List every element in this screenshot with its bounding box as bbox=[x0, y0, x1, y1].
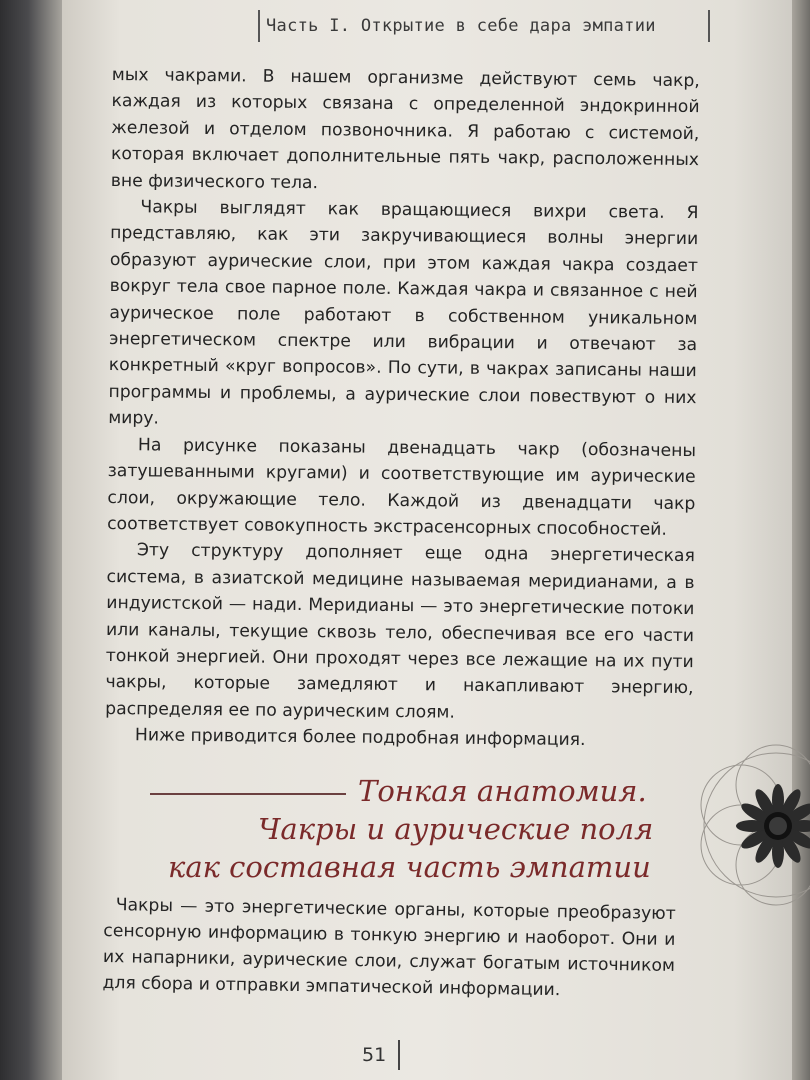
paragraph-2: Чакры выглядят как вращающиеся вихри света. Я представляю, как эти закручивающиеся волны энергии образуют аурические слои, при этом каждая чакра создает вокруг тела свое парное поле. Каждая чакра и связанное с ней аурическое поле работают в собственном уникальном энергетическом спектре или вибрации и отвечают за конкретный «круг вопросов». По сути, в чакрах записаны наши программы и проблемы, а аурические слои повествуют о них миру. bbox=[108, 197, 699, 429]
page-number-rule bbox=[398, 1040, 400, 1070]
section-text bbox=[102, 892, 676, 1005]
paragraph-4: Эту структуру дополняет еще одна энергетическая система, в азиатской медицине называемая меридианами, а в индуистской — нади. Меридианы — это энергетические потоки или каналы, текущие сквозь тело, обеспечивая все его части тонкой энергией. Они проходят через все лежащие на их пути чакры, которые замедляют и накапливают энергию, распределяя ее по аурическим слоям. bbox=[105, 540, 695, 723]
heading-line-2: Чакры и аурические поля bbox=[258, 812, 654, 846]
running-header bbox=[258, 6, 710, 46]
header-right-rule bbox=[708, 10, 710, 42]
page-number: 51 bbox=[362, 1044, 387, 1066]
section-heading bbox=[148, 768, 668, 888]
main-text bbox=[105, 62, 700, 755]
book-spine-shadow bbox=[0, 0, 70, 1080]
running-header-title: Часть I. Открытие в себе дара эмпатии bbox=[266, 16, 656, 36]
paragraph-5: Ниже приводится более подробная информация. bbox=[134, 725, 586, 751]
paragraph-1: мых чакрами. В нашем организме действуют семь чакр, каждая из которых связана с определенной эндокринной железой и отделом позвоночника. Я работаю с системой, которая включает дополнительные пять чакр, расположенных вне физического тела. bbox=[110, 64, 700, 193]
header-left-rule bbox=[258, 10, 260, 42]
heading-rule bbox=[150, 793, 346, 795]
sunflower-ornament-icon bbox=[688, 730, 810, 920]
heading-line-1: Тонкая анатомия. bbox=[358, 774, 647, 808]
paragraph-3: На рисунке показаны двенадцать чакр (обозначены затушеванными кругами) и соответствующие им аурические слои, окружающие тело. Каждой из двенадцати чакр соответствует совокупность экстрасенсорных способностей. bbox=[107, 434, 697, 540]
heading-line-3: как составная часть эмпатии bbox=[168, 850, 651, 884]
section-paragraph: Чакры — это энергетические органы, которые преобразуют сенсорную информацию в тонкую энергию и наоборот. Они и их напарники, аурические слои, служат богатым источником для сбора и отправки эмпатической информации. bbox=[102, 895, 676, 1001]
